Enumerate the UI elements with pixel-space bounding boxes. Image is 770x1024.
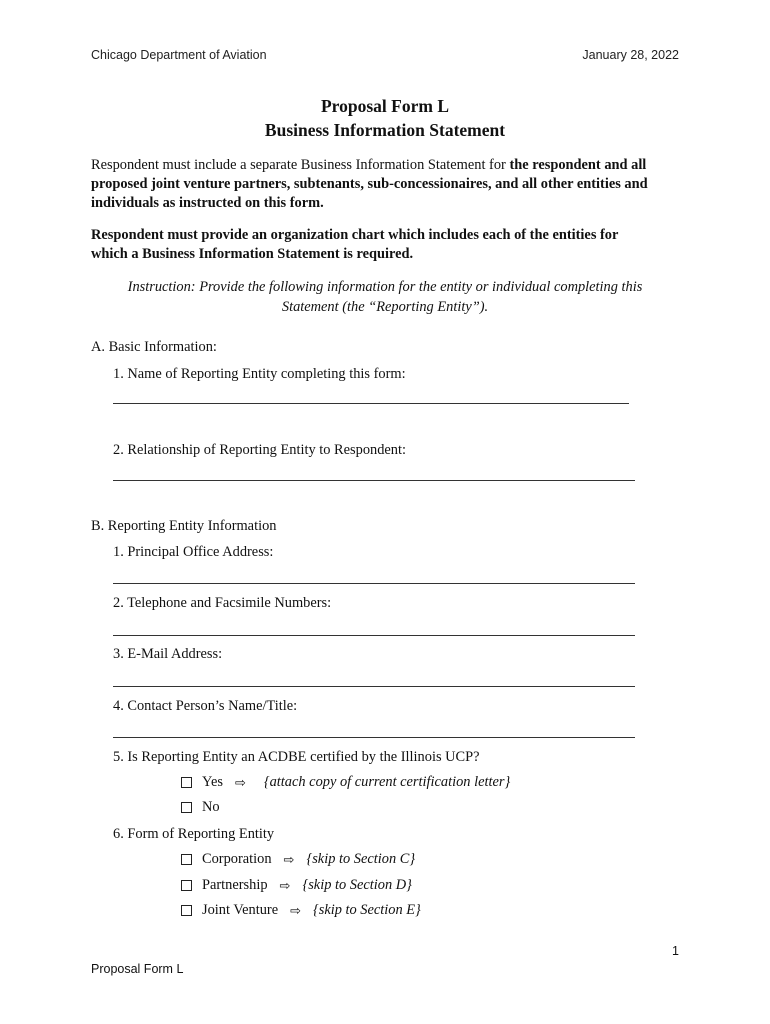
form-subtitle: Business Information Statement (264, 120, 506, 140)
option-partnership[interactable] (181, 877, 412, 894)
intro-paragraph-2: Respondent must provide an organization chart which includes each of the entities for which a Business Information Statement is required. (91, 227, 619, 262)
field-label-relationship: 2. Relationship of Reporting Entity to Respondent: (113, 442, 406, 458)
checkbox-yes[interactable] (181, 777, 192, 788)
option-acdbe-no[interactable] (181, 799, 220, 816)
arrow-right-icon: ⇨ (279, 877, 291, 893)
field-line-entity-name[interactable] (113, 403, 629, 404)
field-label-contact-person: 4. Contact Person’s Name/Title: (113, 698, 298, 714)
option-joint-venture-note: {skip to Section E} (312, 902, 421, 918)
section-a-heading: A. Basic Information: (91, 339, 217, 355)
field-line-office-address[interactable] (113, 583, 635, 584)
header-date: January 28, 2022 (582, 48, 679, 62)
field-label-acdbe-question: 5. Is Reporting Entity an ACDBE certified by the Illinois UCP? (113, 749, 480, 765)
page-number: 1 (672, 944, 679, 958)
field-line-phone-fax[interactable] (113, 635, 635, 636)
option-corporation-label: Corporation (202, 851, 272, 867)
checkbox-partnership[interactable] (181, 880, 192, 891)
option-acdbe-no-label: No (202, 799, 220, 815)
footer-form-name: Proposal Form L (91, 962, 184, 976)
field-line-contact-person[interactable] (113, 737, 635, 738)
checkbox-no[interactable] (181, 802, 192, 813)
option-partnership-label: Partnership (202, 877, 268, 893)
instruction-text: Instruction: Provide the following information for the entity or individual completing this Statement (the “Reporting Entity”). (127, 279, 643, 315)
option-acdbe-yes-note: {attach copy of current certification letter} (263, 774, 511, 790)
section-b-heading: B. Reporting Entity Information (91, 518, 277, 534)
option-corporation-note: {skip to Section C} (306, 851, 416, 867)
option-acdbe-yes[interactable] (181, 774, 510, 791)
arrow-right-icon: ⇨ (290, 902, 301, 918)
checkbox-joint-venture[interactable] (181, 905, 192, 916)
arrow-right-icon: ⇨ (283, 851, 295, 867)
option-joint-venture-label: Joint Venture (202, 902, 279, 918)
field-label-office-address: 1. Principal Office Address: (113, 544, 274, 560)
option-acdbe-yes-label: Yes (202, 774, 223, 790)
field-line-relationship[interactable] (113, 480, 635, 481)
field-label-email: 3. E-Mail Address: (113, 646, 223, 662)
option-corporation[interactable] (181, 851, 415, 868)
field-line-email[interactable] (113, 686, 635, 687)
intro-paragraph-1-normal: Respondent must include a separate Business Information Statement for (91, 157, 510, 173)
field-label-entity-form: 6. Form of Reporting Entity (113, 826, 275, 842)
field-label-phone-fax: 2. Telephone and Facsimile Numbers: (113, 595, 332, 611)
arrow-right-icon: ⇨ (234, 774, 246, 790)
intro-paragraph-1 (91, 156, 651, 213)
option-partnership-note: {skip to Section D} (302, 877, 412, 893)
header-department: Chicago Department of Aviation (91, 48, 267, 62)
option-joint-venture[interactable] (181, 902, 421, 919)
intro-paragraph-1-bold: the respondent and all proposed joint venture partners, subtenants, sub-concessionaires, and all other entities and individuals as instructed on this form. (91, 157, 648, 211)
checkbox-corporation[interactable] (181, 854, 192, 865)
form-title: Proposal Form L (320, 96, 449, 116)
field-label-entity-name: 1. Name of Reporting Entity completing this form: (113, 366, 406, 382)
